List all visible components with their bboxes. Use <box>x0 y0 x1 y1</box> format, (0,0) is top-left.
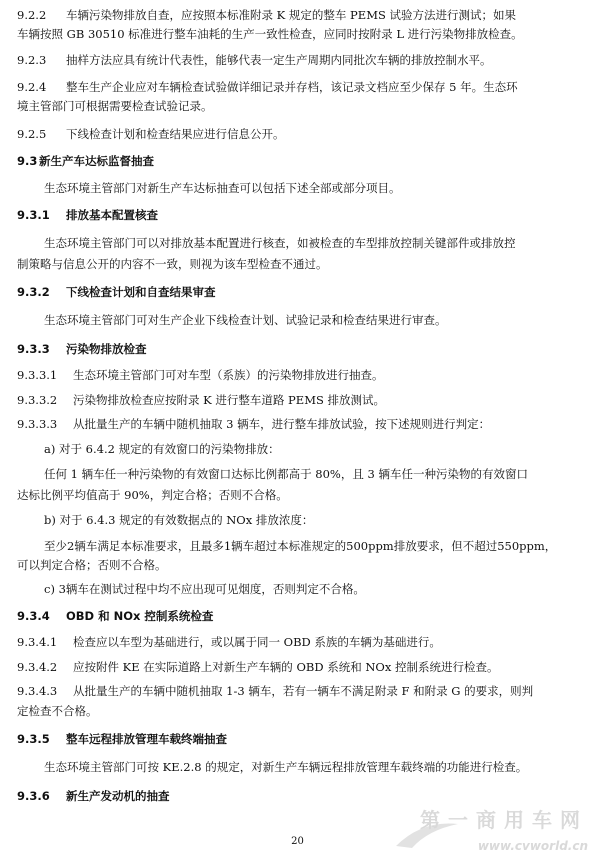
item-c: c) 3辆车在测试过程中均不应出现可见烟度，否则判定不合格。 <box>44 582 365 596</box>
clause-9-2-4-cont: 境主管部门可根据需要检查试验记录。 <box>17 99 213 113</box>
para-9-3-1: 生态环境主管部门可以对排放基本配置进行核查，如被检查的车型排放控制关键部件或排放控 <box>44 236 516 250</box>
watermark-cn: 第一商用车网 <box>420 808 588 832</box>
clause-9-3-4-3: 9.3.4.3 从批量生产的车辆中随机抽取 1-3 辆车，若有一辆车不满足附录 F 和附录 G 的要求，则判 <box>17 684 534 698</box>
heading-9-3-5: 9.3.5 整车远程排放管理车载终端抽查 <box>17 732 227 746</box>
heading-9-3-6: 9.3.6 新生产发动机的抽查 <box>17 789 170 803</box>
para-9-3-5: 生态环境主管部门可按 KE.2.8 的规定，对新生产车辆远程排放管理车载终端的功能进行检查。 <box>44 760 528 774</box>
clause-9-3-4-2: 9.3.4.2 应按附件 KE 在实际道路上对新生产车辆的 OBD 系统和 NOx 控制系统进行检查。 <box>17 660 499 674</box>
watermark-en: www.cvworld.cn <box>477 839 588 853</box>
clause-9-2-2: 9.2.2 车辆污染物排放自查，应按照本标准附录 K 规定的整车 PEMS 试验方法进行测试；如果 <box>17 8 516 22</box>
clause-9-2-4: 9.2.4 整车生产企业应对车辆检查试验做详细记录并存档，该记录文档应至少保存 5 年。生态环 <box>17 80 518 94</box>
clause-9-2-2-cont: 车辆按照 GB 30510 标准进行整车油耗的生产一致性检查，应同时按附录 L 进行污染物排放检查。 <box>17 27 523 41</box>
heading-9-3-1: 9.3.1 排放基本配置核查 <box>17 208 158 222</box>
heading-9-3-2: 9.3.2 下线检查计划和自查结果审查 <box>17 285 216 299</box>
clause-9-3-4-3-cont: 定检查不合格。 <box>17 704 98 718</box>
clause-9-3-3-1: 9.3.3.1 生态环境主管部门可对车型（系族）的污染物排放进行抽查。 <box>17 368 384 382</box>
item-b-text-cont: 可以判定合格；否则不合格。 <box>17 558 167 572</box>
para-9-3: 生态环境主管部门对新生产车达标抽查可以包括下述全部或部分项目。 <box>44 181 401 195</box>
clause-9-3-3-2: 9.3.3.2 污染物排放检查应按附录 K 进行整车道路 PEMS 排放测试。 <box>17 393 385 407</box>
item-b-text: 至少2辆车满足本标准要求，且最多1辆车超过本标准规定的500ppm排放要求，但不超过550ppm， <box>44 539 557 553</box>
para-9-3-1-cont: 制策略与信息公开的内容不一致，则视为该车型检查不通过。 <box>17 257 328 271</box>
heading-9-3-4: 9.3.4 OBD 和 NOx 控制系统检查 <box>17 609 214 623</box>
watermark-logo <box>392 808 592 856</box>
heading-9-3-3: 9.3.3 污染物排放检查 <box>17 342 147 356</box>
item-b: b) 对于 6.4.3 规定的有效数据点的 NOx 排放浓度： <box>44 513 314 527</box>
clause-9-2-5: 9.2.5 下线检查计划和检查结果应进行信息公开。 <box>17 127 285 141</box>
heading-9-3: 9.3 新生产车达标监督抽查 <box>17 154 154 168</box>
para-9-3-2: 生态环境主管部门可对生产企业下线检查计划、试验记录和检查结果进行审查。 <box>44 313 447 327</box>
clause-9-3-4-1: 9.3.4.1 检查应以车型为基础进行，或以属于同一 OBD 系族的车辆为基础进行。 <box>17 635 441 649</box>
clause-9-3-3-3: 9.3.3.3 从批量生产的车辆中随机抽取 3 辆车，进行整车排放试验，按下述规则进行判定： <box>17 417 491 431</box>
item-a: a) 对于 6.4.2 规定的有效窗口的污染物排放： <box>44 442 280 456</box>
item-a-text-cont: 达标比例平均值高于 90%，判定合格；否则不合格。 <box>17 488 288 502</box>
page-number: 20 <box>291 836 304 847</box>
item-a-text: 任何 1 辆车任一种污染物的有效窗口达标比例都高于 80%，且 3 辆车任一种污染物的有效窗口 <box>44 467 528 481</box>
clause-9-2-3: 9.2.3 抽样方法应具有统计代表性，能够代表一定生产周期内同批次车辆的排放控制水平。 <box>17 53 492 67</box>
